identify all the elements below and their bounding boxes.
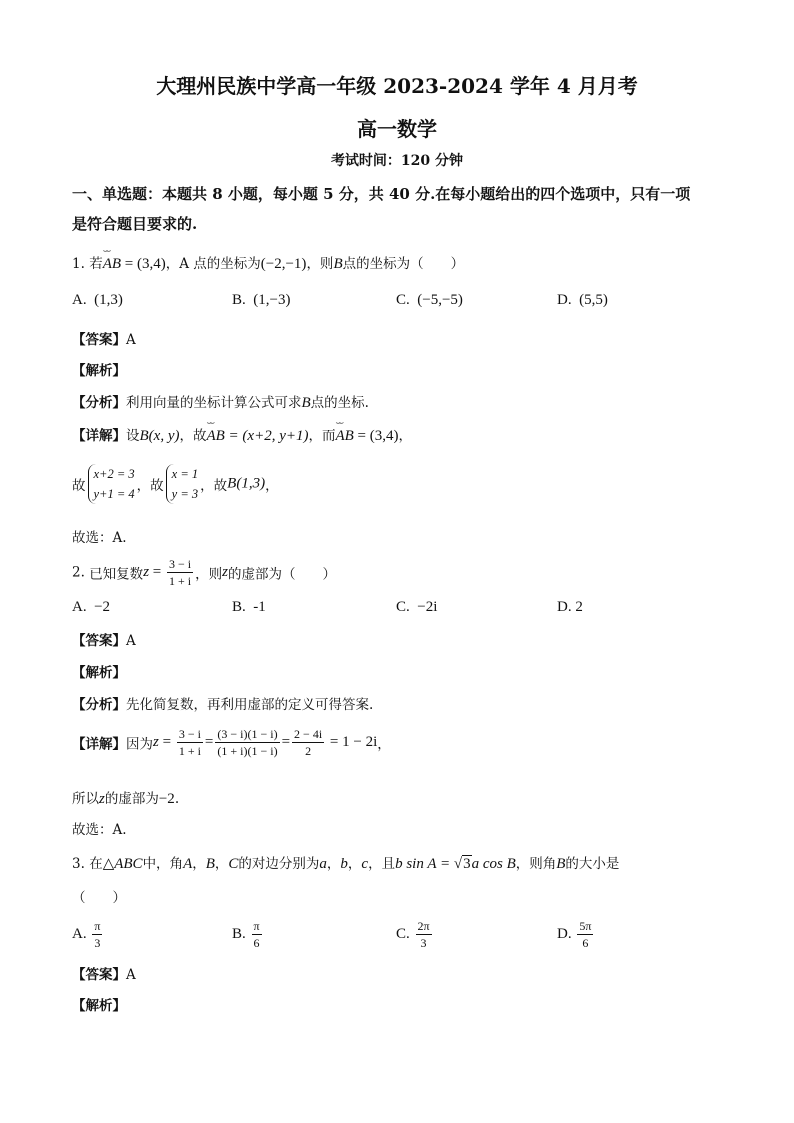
q1-fenxi: 【分析】利用向量的坐标计算公式可求B点的坐标. xyxy=(72,395,369,411)
q2-option-d: D. 2 xyxy=(557,599,583,615)
q3-option-c: C. $\frac{2\pi}{3}$ xyxy=(396,919,430,950)
q2-option-a: A. −2 xyxy=(72,599,111,615)
q2-analysis-tag: 【解析】 xyxy=(72,665,126,681)
section-heading-line1: 一、单选题：本题共 8 小题，每小题 5 分，共 40 分.在每小题给出的四个选项中，只有一项 xyxy=(72,185,691,203)
q2-option-c: C. −2i xyxy=(396,599,438,615)
q2-answer: 【答案】A xyxy=(72,633,136,649)
q3-answer: 【答案】A xyxy=(72,967,136,983)
exam-time: 考试时间：120 分钟 xyxy=(330,153,464,169)
section-heading-line2: 是符合题目要求的. xyxy=(72,215,198,233)
q1-choose: 故选：A. xyxy=(72,530,127,546)
q1-stem: 1. 若⌣⌣ AB = (3,4)，A 点的坐标为(−2,−1)，则B点的坐标为（ ） xyxy=(72,252,464,273)
q3-stem: 3. 在△ABC中，角A，B，C的对边分别为a，b，c，且b sin A = √3a cos B，则角B的大小是 xyxy=(72,856,620,872)
q1-detail-line1: 【详解】设B(x, y)，故⌣⌣ AB = (x+2, y+1)，而⌣⌣ AB = (3,4)， xyxy=(72,424,412,445)
q1-option-a: A. (1,3) xyxy=(72,292,123,308)
q2-detail: 【详解】因为z = $\frac{3 - i}{1 + i}$ = $\frac{(3 - i)(1 - i)}{(1 + i)(1 - i)}$ = $\frac{2 - 4i}{2}$ = 1 − 2i， xyxy=(72,727,391,758)
equation-system-2: x = 1 y = 3 xyxy=(166,464,198,504)
q2-fenxi: 【分析】先化简复数，再利用虚部的定义可得答案. xyxy=(72,697,374,713)
q1-detail-line2: 故x+2 = 3 y+1 = 4 ，故x = 1 y = 3 ，故B(1,3)， xyxy=(72,464,279,504)
q3-option-a: A. $\frac{\pi}{3}$ xyxy=(72,919,101,950)
exam-title: 大理州民族中学高一年级 2023-2024 学年 4 月月考 xyxy=(156,74,638,98)
q3-analysis-tag: 【解析】 xyxy=(72,998,126,1014)
q1-analysis-tag: 【解析】 xyxy=(72,363,126,379)
q1-option-c: C. (−5,−5) xyxy=(396,292,463,308)
subject-title: 高一数学 xyxy=(357,117,437,141)
vector-ab: ⌣⌣ AB xyxy=(103,256,121,273)
q1-option-b: B. (1,−3) xyxy=(232,292,291,308)
q3-paren: （ ） xyxy=(72,890,126,906)
q2-conclusion: 所以z的虚部为−2. xyxy=(72,791,180,807)
q1-answer: 【答案】A xyxy=(72,332,136,348)
q3-option-b: B. $\frac{\pi}{6}$ xyxy=(232,919,260,950)
equation-system-1: x+2 = 3 y+1 = 4 xyxy=(88,464,135,504)
q1-option-d: D. (5,5) xyxy=(557,292,608,308)
q2-stem: 2. 已知复数z = $\frac{3 - i}{1 + i}$ ，则z的虚部为（ ） xyxy=(72,557,336,588)
q3-option-d: D. $\frac{5\pi}{6}$ xyxy=(557,919,592,950)
q2-option-b: B. -1 xyxy=(232,599,266,615)
q2-choose: 故选：A. xyxy=(72,822,127,838)
fraction: $\frac{3 - i}{1 + i}$ xyxy=(169,557,192,588)
